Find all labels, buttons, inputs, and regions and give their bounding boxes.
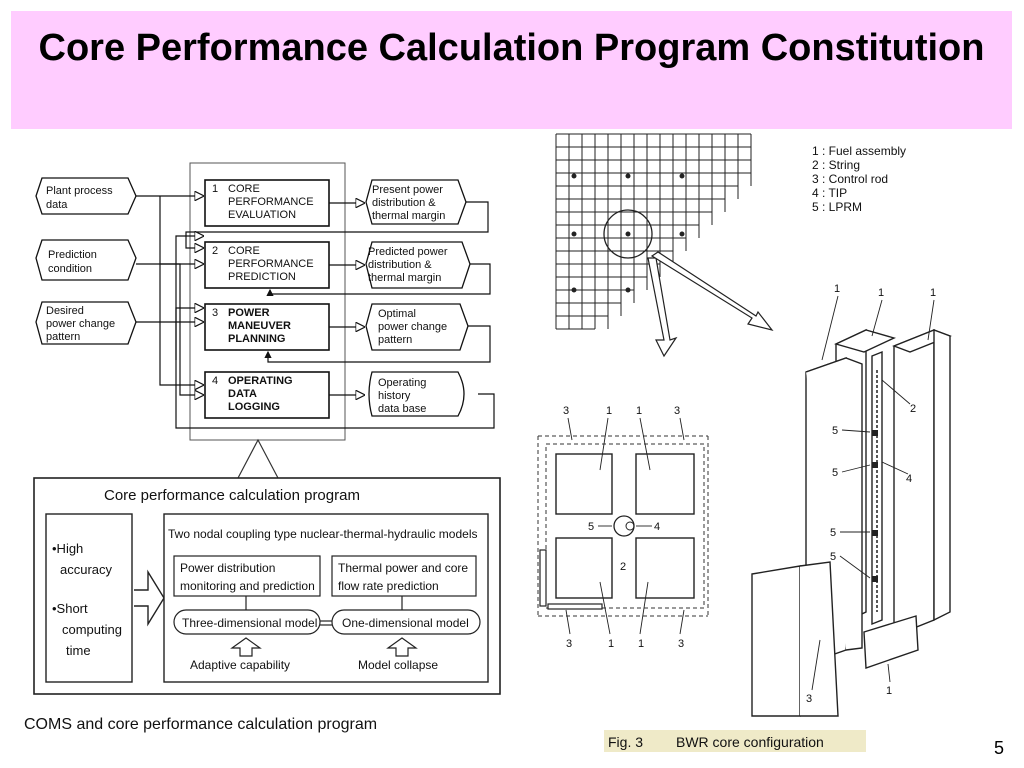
iso-label: 5 xyxy=(830,527,837,539)
input-line: data xyxy=(46,199,68,211)
iso-label: 5 xyxy=(830,551,837,563)
module-power-maneuver-planning xyxy=(205,304,329,350)
feature-line: •Short xyxy=(52,601,88,616)
output-present-power xyxy=(366,180,466,224)
grid-dot xyxy=(626,288,630,292)
module-number: 3 xyxy=(212,307,219,319)
grid-dot xyxy=(572,288,576,292)
iso-label: 1 xyxy=(834,283,841,295)
cell-label: 3 xyxy=(563,405,570,417)
input-line: condition xyxy=(48,263,93,275)
input-line: Plant process xyxy=(46,185,113,197)
input-plant-process xyxy=(36,178,136,214)
left-caption: COMS and core performance calculation program xyxy=(24,716,378,733)
module-line: DATA xyxy=(228,388,257,400)
output-line: thermal margin xyxy=(368,272,442,284)
control-rod-assembly xyxy=(752,566,800,716)
left-box-line: monitoring and prediction xyxy=(180,579,315,593)
core-legend xyxy=(800,140,950,220)
right-box-line: Thermal power and core xyxy=(338,561,469,575)
module-line: EVALUATION xyxy=(228,209,297,221)
right-model: One-dimensional model xyxy=(342,616,469,630)
cell-label: 1 xyxy=(636,405,643,417)
flow-diagram xyxy=(0,0,520,460)
iso-label: 3 xyxy=(806,693,813,705)
cell-label: 3 xyxy=(678,638,685,650)
feature-line: computing xyxy=(62,622,122,637)
cell-label: 2 xyxy=(620,561,627,573)
string-circle xyxy=(614,516,634,536)
program-diagram xyxy=(0,470,520,740)
left-model: Three-dimensional model xyxy=(182,616,318,630)
module-core-performance-evaluation xyxy=(205,180,329,226)
input-desired-power-change xyxy=(36,302,136,344)
output-operating-history xyxy=(369,372,464,416)
fig-text: BWR core configuration xyxy=(676,734,824,750)
fuel-assembly xyxy=(556,538,612,598)
feature-line: accuracy xyxy=(60,562,113,577)
cell-label: 3 xyxy=(674,405,681,417)
output-line: Optimal xyxy=(378,308,416,320)
module-line: PLANNING xyxy=(228,333,286,345)
fuel-assembly xyxy=(556,454,612,514)
module-line: PREDICTION xyxy=(228,271,296,283)
output-line: history xyxy=(378,390,411,402)
legend-item: 3 : Control rod xyxy=(812,172,889,186)
fig-caption xyxy=(604,730,866,752)
isometric-assembly xyxy=(740,280,980,720)
output-line: Operating xyxy=(378,377,427,389)
cell-label: 3 xyxy=(566,638,573,650)
output-line: data base xyxy=(378,403,427,415)
legend-item: 5 : LPRM xyxy=(812,200,863,214)
program-title: Core performance calculation program xyxy=(104,487,360,504)
legend-item: 2 : String xyxy=(812,158,861,172)
cell-label: 1 xyxy=(608,638,615,650)
module-core-performance-prediction xyxy=(205,242,329,288)
module-line: MANEUVER xyxy=(228,320,291,332)
input-line: Prediction xyxy=(48,249,97,261)
output-line: power change xyxy=(378,321,448,333)
output-line: distribution & xyxy=(372,197,436,209)
grid-dot xyxy=(572,174,576,178)
module-line: OPERATING xyxy=(228,375,293,387)
models-title: Two nodal coupling type nuclear-thermal-hydraulic models xyxy=(168,527,478,541)
output-predicted-power xyxy=(366,242,470,288)
iso-label: 4 xyxy=(906,473,913,485)
module-line: POWER xyxy=(228,307,270,319)
module-line: PERFORMANCE xyxy=(228,196,314,208)
cell-label: 4 xyxy=(654,521,661,533)
cell-label: 5 xyxy=(588,521,595,533)
slide-title: Core Performance Calculation Program Constitution xyxy=(38,27,985,69)
module-line: LOGGING xyxy=(228,401,280,413)
legend-item: 1 : Fuel assembly xyxy=(812,144,907,158)
input-line: pattern xyxy=(46,331,81,343)
output-line: Present power xyxy=(372,184,443,196)
output-line: Predicted power xyxy=(368,246,448,258)
right-box-line: flow rate prediction xyxy=(338,579,439,593)
module-line: PERFORMANCE xyxy=(228,258,314,270)
grid-dot xyxy=(572,232,576,236)
output-optimal-power-change xyxy=(366,304,468,350)
module-number: 1 xyxy=(212,183,219,195)
grid-dot xyxy=(680,232,684,236)
grid-dot xyxy=(680,174,684,178)
unit-cell-diagram xyxy=(530,400,720,660)
module-number: 2 xyxy=(212,245,219,257)
legend-item: 4 : TIP xyxy=(812,186,848,200)
iso-label: 1 xyxy=(878,287,885,299)
iso-label: 5 xyxy=(832,425,839,437)
iso-label: 5 xyxy=(832,467,839,479)
output-line: thermal margin xyxy=(372,210,446,222)
iso-label: 1 xyxy=(930,287,937,299)
feature-line: •High xyxy=(52,541,84,556)
iso-label: 1 xyxy=(886,685,893,697)
fuel-assembly xyxy=(636,454,694,514)
fuel-assembly-right xyxy=(894,330,934,636)
iso-label: 2 xyxy=(910,403,917,415)
input-line: power change xyxy=(46,318,116,330)
grid-dot xyxy=(626,174,630,178)
cell-label: 1 xyxy=(606,405,613,417)
left-box-line: Power distribution xyxy=(180,561,276,575)
page-number: 5 xyxy=(993,738,1004,758)
module-operating-data-logging xyxy=(205,372,329,418)
module-number: 4 xyxy=(212,375,219,387)
input-line: Desired xyxy=(46,305,84,317)
cell-label: 1 xyxy=(638,638,645,650)
fig-label: Fig. 3 xyxy=(608,734,644,750)
left-basis: Adaptive capability xyxy=(190,658,291,672)
output-line: pattern xyxy=(378,334,413,346)
fuel-assembly xyxy=(636,538,694,598)
input-prediction-condition xyxy=(36,240,136,280)
module-line: CORE xyxy=(228,183,260,195)
output-line: distribution & xyxy=(368,259,432,271)
grid-dot xyxy=(626,232,630,236)
right-basis: Model collapse xyxy=(358,658,439,672)
module-line: CORE xyxy=(228,245,260,257)
feature-line: time xyxy=(66,643,91,658)
